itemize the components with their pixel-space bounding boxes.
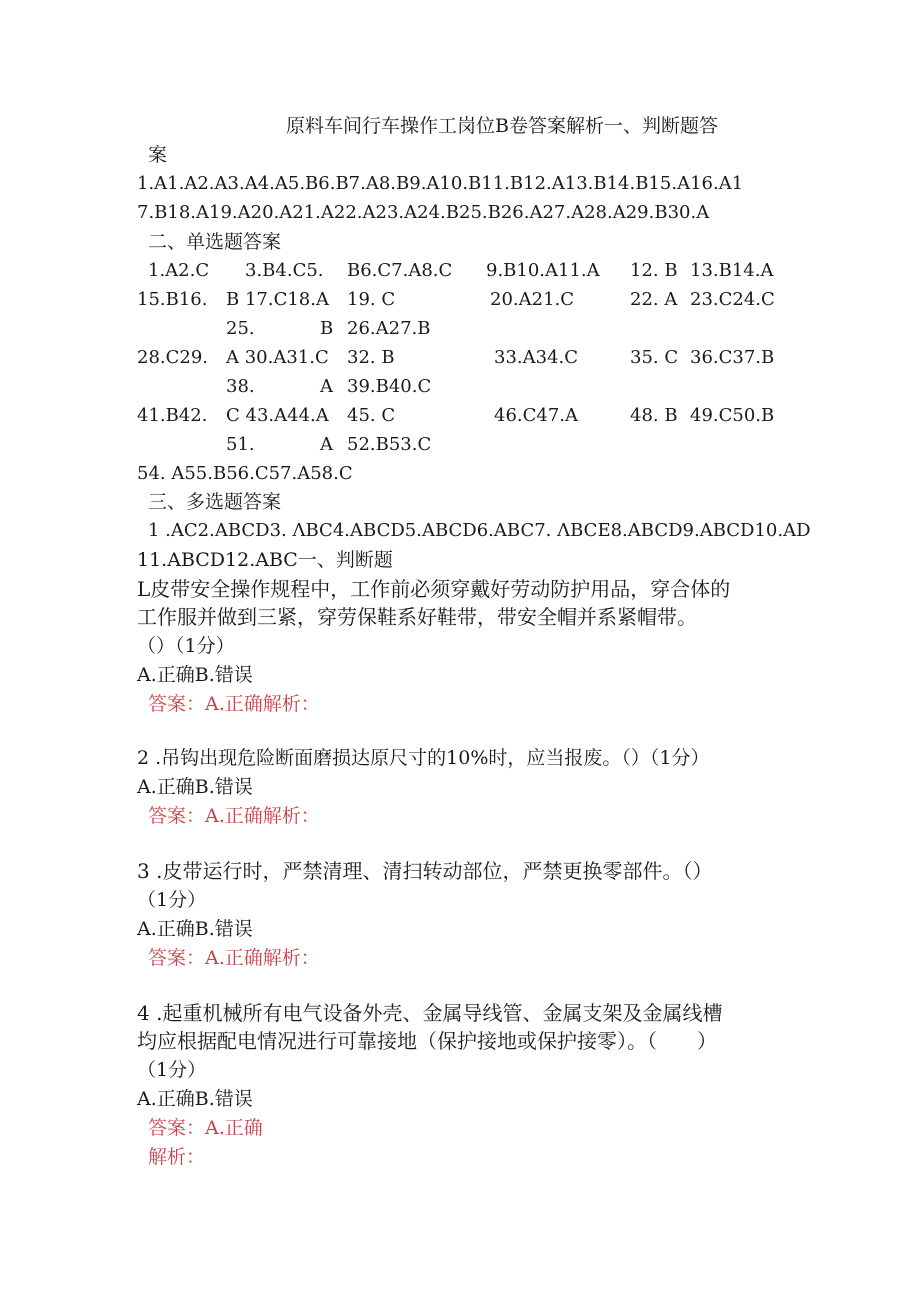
- grid-cell: 41.B42.: [137, 405, 208, 426]
- judge-answers-line-2: 7.B18.A19.A20.A21.A22.A23.A24.B25.B26.A27.A28.A29.B30.A: [137, 202, 710, 223]
- judge-answers-line-1: 1.A1.A2.A3.A4.A5.B6.B7.A8.B9.A10.B11.B12.A13.B14.B15.A16.A1: [137, 173, 744, 194]
- question-2-text: 2 .吊钩出现危险断面磨损达原尺寸的10%时，应当报废。（）（1分）: [137, 747, 710, 769]
- grid-cell: A 30.A31.C: [226, 347, 329, 368]
- grid-cell: A: [320, 376, 333, 397]
- grid-cell: 45. C: [347, 405, 396, 426]
- grid-cell: 3.B4.C5.: [245, 260, 324, 281]
- grid-cell: 9.B10.A11.A: [486, 260, 600, 281]
- single-choice-heading: 二、单选题答案: [148, 231, 282, 253]
- question-1-options: A.正确B.错误: [137, 664, 253, 686]
- grid-cell: B 17.C18.A: [226, 289, 329, 310]
- question-2-answer: 答案：A.正确解析：: [148, 805, 320, 827]
- grid-cell: 49.C50.B: [690, 405, 775, 426]
- grid-cell: 32. B: [347, 347, 395, 368]
- grid-cell: 54. A55.B56.C57.A58.C: [137, 463, 353, 484]
- question-4-text: 4 .起重机械所有电气设备外壳、金属导线管、金属支架及金属线槽: [137, 1001, 723, 1025]
- page-title-continued: 案: [148, 144, 168, 166]
- grid-cell: 39.B40.C: [347, 376, 432, 397]
- grid-cell: 35. C: [630, 347, 679, 368]
- question-3-text: 3 .皮带运行时，严禁清理、清扫转动部位，严禁更换零部件。（）: [137, 859, 713, 883]
- multi-answers-line-2: 11.ABCD12.ABC一、判断题: [137, 549, 393, 571]
- question-2-options: A.正确B.错误: [137, 776, 253, 798]
- grid-cell: 25.: [226, 318, 255, 339]
- grid-cell: B6.C7.A8.C: [347, 260, 453, 281]
- grid-cell: 52.B53.C: [347, 434, 432, 455]
- multi-answers-line-1: 1 .AC2.ABCD3. ΛBC4.ABCD5.ABCD6.ABC7. ΛBCE8.ABCD9.ABCD10.AD: [148, 520, 811, 541]
- page-title: 原料车间行车操作工岗位B卷答案解析一、判断题答: [286, 115, 718, 137]
- grid-cell: 38.: [226, 376, 255, 397]
- grid-cell: B: [320, 318, 334, 339]
- question-4-analysis: 解析：: [148, 1146, 206, 1168]
- grid-cell: 19. C: [347, 289, 396, 310]
- question-4-answer: 答案：A.正确: [148, 1117, 263, 1139]
- grid-cell: C 43.A44.A: [226, 405, 329, 426]
- question-3-score: （1分）: [137, 889, 207, 911]
- grid-cell: 33.A34.C: [494, 347, 579, 368]
- grid-cell: 22. A: [630, 289, 678, 310]
- grid-cell: 20.A21.C: [490, 289, 575, 310]
- question-1-answer: 答案：A.正确解析：: [148, 693, 320, 715]
- grid-cell: 36.C37.B: [690, 347, 775, 368]
- question-1-text-2: 工作服并做到三紧，穿劳保鞋系好鞋带，带安全帽并系紧帽带。: [137, 605, 697, 629]
- grid-cell: 12. B: [630, 260, 678, 281]
- question-4-options: A.正确B.错误: [137, 1088, 253, 1110]
- grid-cell: 1.A2.C: [148, 260, 210, 281]
- grid-cell: 15.B16.: [137, 289, 208, 310]
- grid-cell: A: [320, 434, 333, 455]
- grid-cell: 46.C47.A: [494, 405, 579, 426]
- question-1-text: L皮带安全操作规程中，工作前必须穿戴好劳动防护用品，穿合体的: [137, 577, 731, 601]
- multi-choice-heading: 三、多选题答案: [148, 491, 282, 513]
- question-1-score: （）（1分）: [137, 635, 235, 657]
- question-3-answer: 答案：A.正确解析：: [148, 947, 320, 969]
- question-3-options: A.正确B.错误: [137, 918, 253, 940]
- question-4-text-2: 均应根据配电情况进行可靠接地（保护接地或保护接零）。（ ）: [137, 1029, 717, 1053]
- grid-cell: 51.: [226, 434, 255, 455]
- question-4-score: （1分）: [137, 1059, 207, 1081]
- grid-cell: 26.A27.B: [347, 318, 431, 339]
- grid-cell: 13.B14.A: [690, 260, 774, 281]
- grid-cell: 48. B: [630, 405, 678, 426]
- grid-cell: 28.C29.: [137, 347, 209, 368]
- grid-cell: 23.C24.C: [690, 289, 775, 310]
